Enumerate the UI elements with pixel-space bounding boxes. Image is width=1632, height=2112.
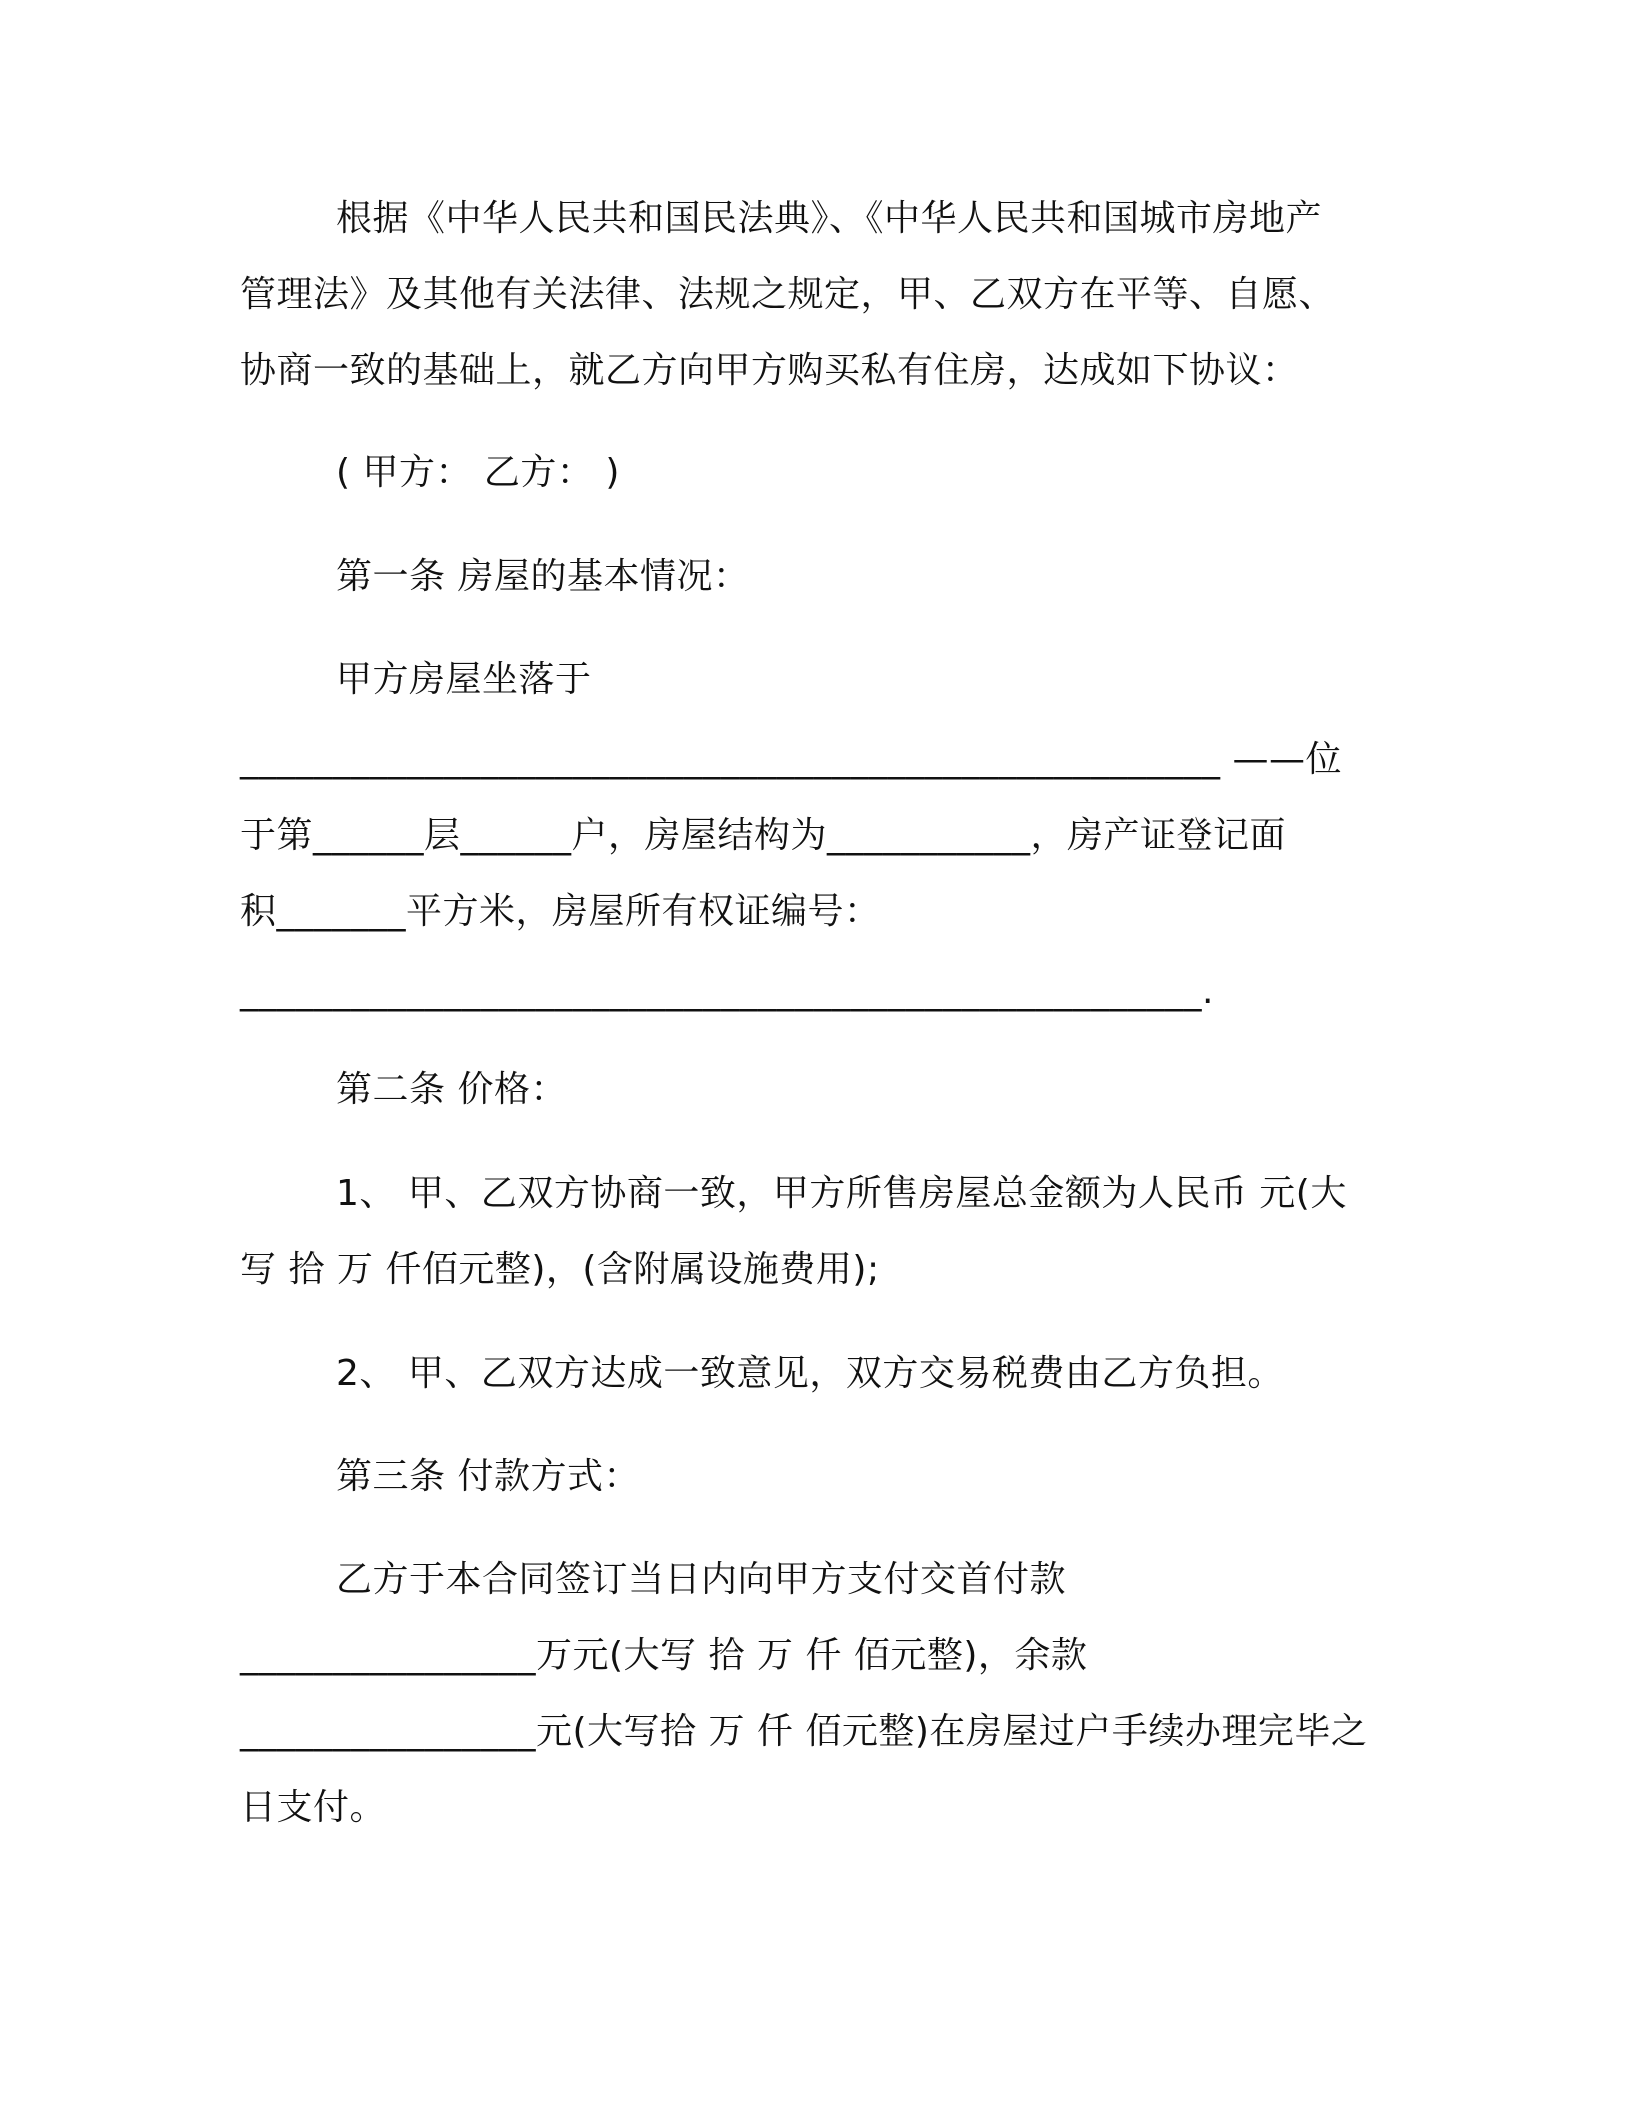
article-2-clause-1-line-1: 1、 甲、乙双方协商一致，甲方所售房屋总金额为人民币 元(大 [336, 1173, 1347, 1214]
article-2-heading: 第二条 价格： [336, 1069, 567, 1110]
article-2-clause-2: 2、 甲、乙双方达成一致意见，双方交易税费由乙方负担。 [336, 1353, 1284, 1394]
article-1-floor-structure-line: 于第______层______户，房屋结构为___________，房产证登记面 [240, 815, 1287, 856]
article-3-heading: 第三条 付款方式： [336, 1456, 640, 1497]
paragraph-preamble-line-2: 管理法》及其他有关法律、法规之规定，甲、乙双方在平等、自愿、 [240, 274, 1336, 315]
article-1-location-line: 甲方房屋坐落于 [336, 659, 592, 700]
article-1-address-blank-line: _____________________________________________________ ——位 [240, 739, 1342, 780]
article-1-heading: 第一条 房屋的基本情况： [336, 556, 750, 597]
article-2-clause-1-line-2: 写 拾 万 仟佰元整)，(含附属设施费用); [240, 1249, 880, 1290]
article-1-area-line: 积_______平方米，房屋所有权证编号： [240, 891, 881, 932]
article-3-payment-line-2: ________________万元(大写 拾 万 仟 佰元整)，余款 [240, 1635, 1088, 1676]
article-1-certificate-blank-line: ____________________________________________________. [240, 971, 1214, 1012]
article-3-payment-line-1: 乙方于本合同签订当日内向甲方支付交首付款 [336, 1559, 1067, 1600]
parties-line: ( 甲方： 乙方： ) [336, 452, 620, 493]
paragraph-preamble-line-1: 根据《中华人民共和国民法典》、《中华人民共和国城市房地产 [336, 198, 1323, 239]
article-3-payment-line-3: ________________元(大写拾 万 仟 佰元整)在房屋过户手续办理完毕之 [240, 1711, 1368, 1752]
paragraph-preamble-line-3: 协商一致的基础上，就乙方向甲方购买私有住房，达成如下协议： [240, 350, 1299, 391]
article-3-payment-line-4: 日支付。 [240, 1787, 387, 1828]
